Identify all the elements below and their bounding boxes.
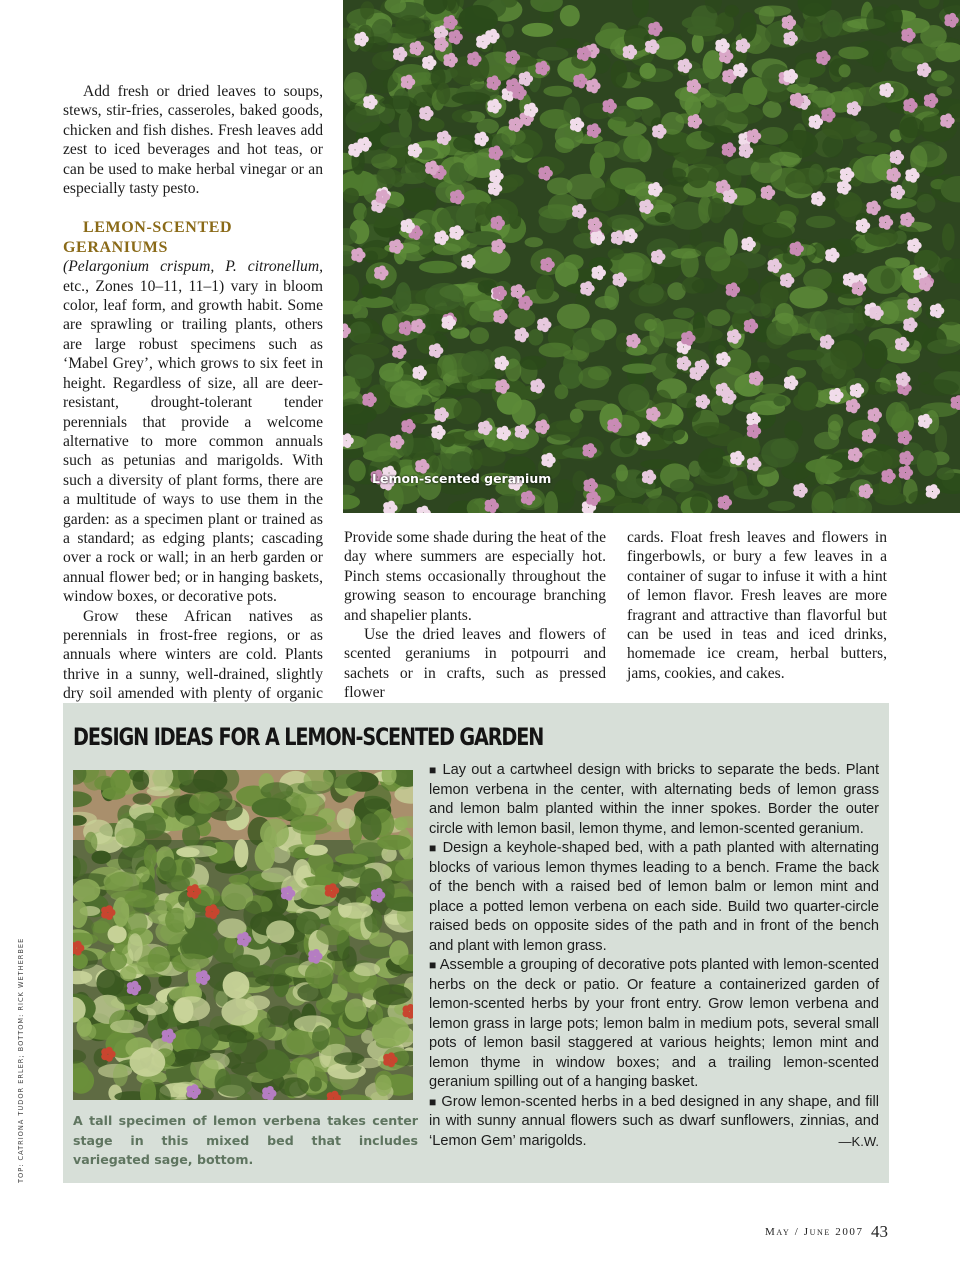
section-heading: LEMON-SCENTED GERANIUMS (63, 219, 233, 256)
lemon-verbena-photo (73, 770, 413, 1100)
photo-caption: Lemon-scented geranium (372, 471, 552, 486)
design-ideas-list (429, 761, 879, 1151)
geranium-paragraph (63, 257, 323, 606)
author-signature: —K.W. (838, 1133, 879, 1149)
geranium-body: etc., Zones 10–11, 11–1) vary in bloom color, leaf form, and growth habit. Some are sprawling or trailing plants, others are large robust specimens such as ‘Mabel Grey’, which grows to six feet in height. Regardless of size, all are deer-resistant, drought-tolerant tender perennials that provide a welcome alternative to more common annuals such as petunias and marigolds. With such a diversity of plant forms, there are a multitude of ways to use them in the garden: as a specimen plant or trained as a standard; as edging plants; cascading over a rock or wall; in an herb garden or annual flower bed; or in hanging baskets, window boxes, or decorative pots. (63, 277, 323, 606)
bullet-icon: ■ (429, 958, 437, 972)
geranium-photo (343, 0, 960, 513)
lemon-verbena-photo-image (73, 770, 413, 1100)
design-ideas-sidebar (63, 703, 889, 1183)
article-column-1 (63, 82, 323, 723)
species-names: (Pelargonium crispum, P. citronellum, (63, 258, 323, 276)
list-item: ■ Design a keyhole-shaped bed, with a path planted with alternating blocks of various lemon thymes leading to a bench. Frame the back of the bench with a raised bed of lemon balm or lemon mint and place a potted lemon verbena on each side. Build two quarter-circle raised beds on opposite sides of the path and in front of the bench and plant with lemon grass. (429, 840, 880, 954)
article-column-2 (344, 528, 606, 703)
list-item: ■ Grow lemon-scented herbs in a bed designed in any shape, and fill in with sunny annual flowers such as dwarf sunflowers, zinnias, and ‘Lemon Gem’ marigolds. —K.W. (429, 1093, 879, 1152)
article-column-3 (627, 528, 887, 683)
shade-paragraph: Provide some shade during the heat of the day where summers are especially hot. Pinch stems occasionally throughout the growing season to encourage branching and shapelier plants. (344, 529, 606, 624)
geranium-photo-image (343, 0, 960, 513)
bullet-icon: ■ (429, 841, 438, 855)
dried-leaves-paragraph: Use the dried leaves and flowers of scented geraniums in potpourri and sachets or in crafts, such as pressed flower (344, 626, 606, 702)
grow-paragraph: Grow these African natives as perennials in frost-free regions, or as annuals where winters are cold. Plants thrive in a sunny, well-drained, slightly dry soil amended with plenty of organic (63, 607, 323, 703)
bullet-icon: ■ (429, 1094, 437, 1109)
bullet-icon: ■ (429, 763, 438, 777)
sidebar-photo-caption: A tall specimen of lemon verbena takes center stage in this mixed bed that includes variegated sage, bottom. (73, 1113, 418, 1168)
page-number: 43 (871, 1222, 888, 1241)
cards-paragraph: cards. Float fresh leaves and flowers in fingerbowls, or bury a few leaves in a container of sugar to infuse it with a hint of lemon flavor. Fresh leaves are more fragrant and attractive than flavorful but can be used in teas and iced drinks, homemade ice cream, herbal butters, jams, cookies, and cakes. (627, 529, 887, 682)
sidebar-title: DESIGN IDEAS FOR A LEMON-SCENTED GARDEN (73, 723, 544, 751)
list-item: ■ Assemble a grouping of decorative pots planted with lemon-scented herbs on the deck or patio. Or feature a containerized garden of lemon-scented herbs by your front entry. Grow lemon verbena and lemon grass in large pots; lemon balm in medium pots, several small pots of lemon basil staggered at various heights; lemon mint and lemon thyme in window boxes; and a trailing lemon-scented geranium spilling out of a hanging basket. (429, 957, 880, 1090)
list-item: ■ Lay out a cartwheel design with bricks to separate the beds. Plant lemon verbena in the center, with alternating beds of lemon grass and lemon balm planted within the inner spokes. Border the outer circle with lemon basil, lemon thyme, and lemon-scented geranium. (429, 762, 879, 837)
photo-credit: TOP: CATRIONA TUDOR ERLER; BOTTOM: RICK WETHERBEE (17, 937, 25, 1183)
issue-date: May / June 2007 (765, 1226, 864, 1238)
intro-paragraph: Add fresh or dried leaves to soups, stews, stir-fries, casseroles, baked goods, chicken and fish dishes. Fresh leaves add zest to iced beverages and hot teas, or can be used to make herbal vinegar or an especially tasty pesto. (63, 83, 323, 198)
